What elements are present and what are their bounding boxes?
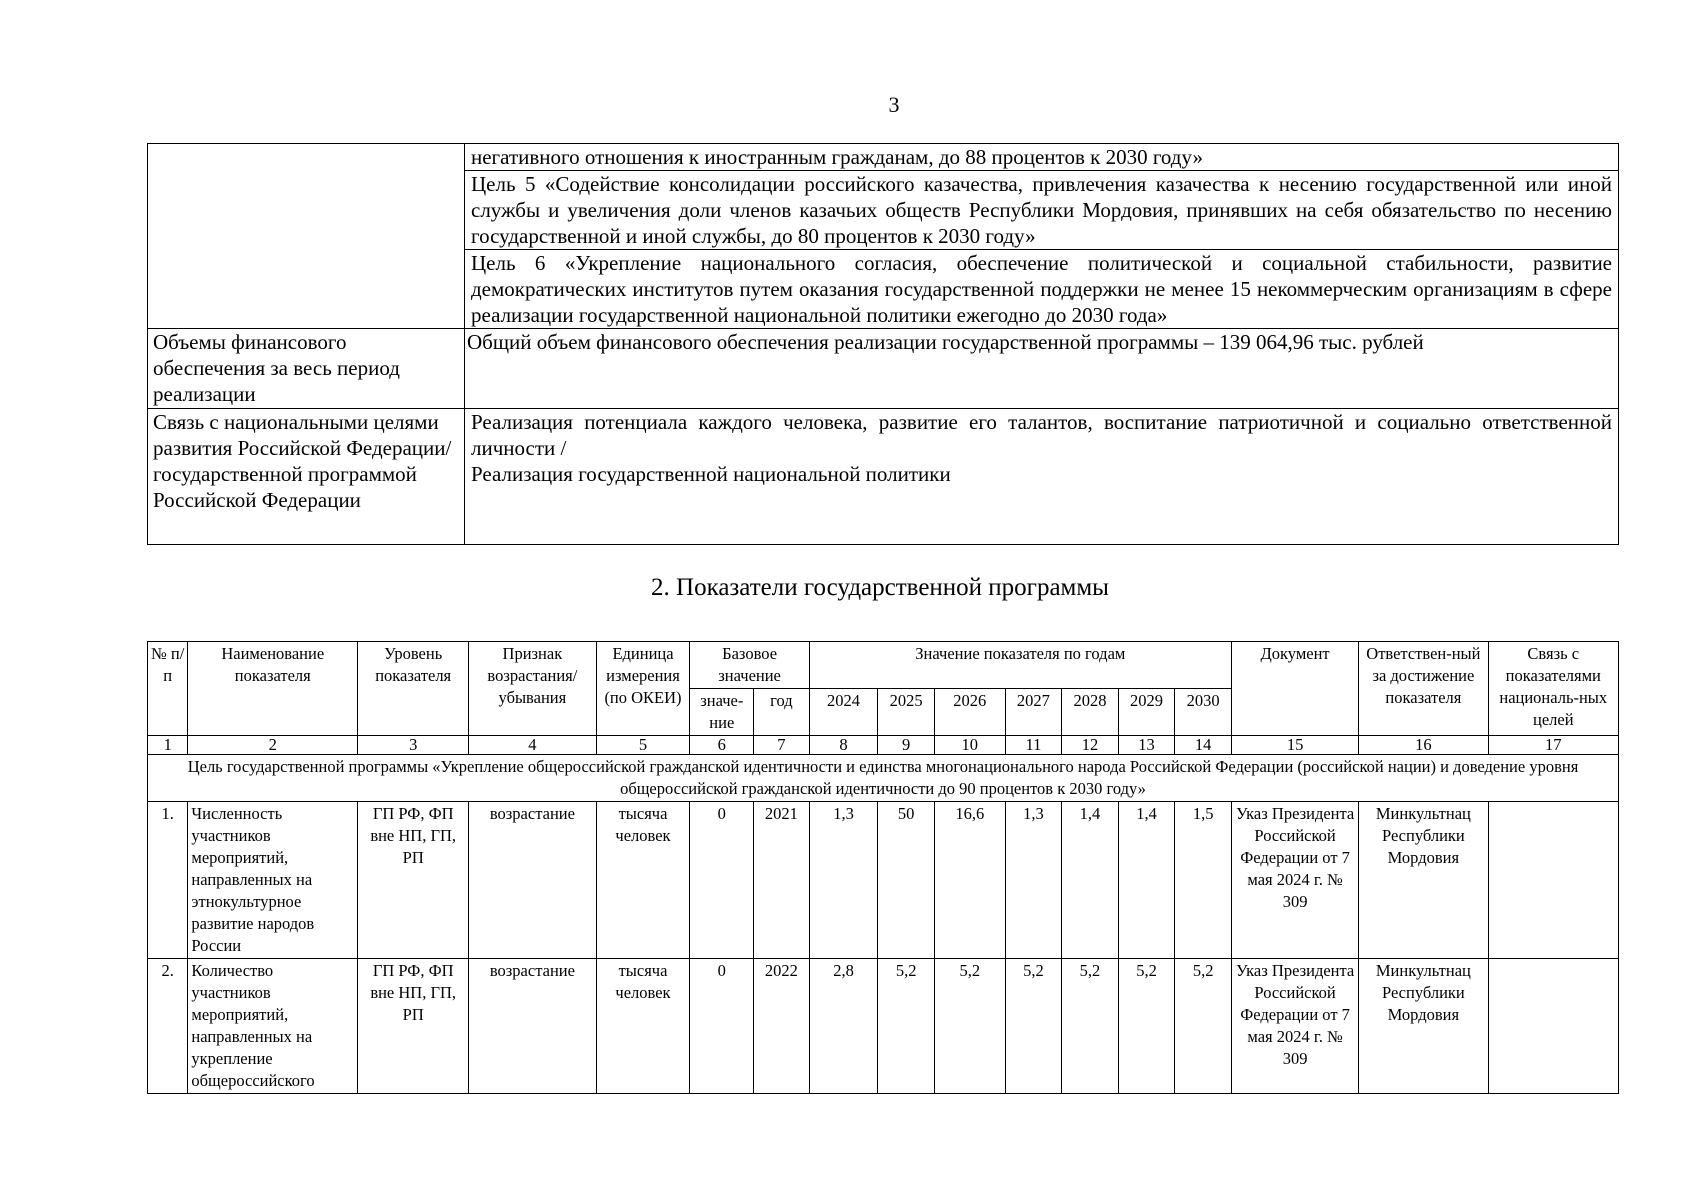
link-value-line-1: Реализация потенциала каждого человека, развитие его талантов, воспитание патриотичной и социально ответственной личности / bbox=[471, 410, 1612, 460]
row-name: Количество участников мероприятий, направленных на укрепление общероссийского bbox=[188, 959, 358, 1094]
row-value: 5,2 bbox=[934, 959, 1005, 1094]
column-number: 2 bbox=[188, 736, 358, 755]
row-level: ГП РФ, ФП вне НП, ГП, РП bbox=[358, 802, 469, 959]
column-number: 13 bbox=[1118, 736, 1175, 755]
header-base-value: значе-ние bbox=[690, 689, 754, 736]
header-year: 2029 bbox=[1118, 689, 1175, 736]
row-value: 1,4 bbox=[1062, 802, 1119, 959]
row-document: Указ Президента Российской Федерации от 7 мая 2024 г. № 309 bbox=[1231, 959, 1358, 1094]
page-number: 3 bbox=[888, 92, 900, 117]
indicators-table bbox=[147, 641, 1619, 1094]
header-year: 2025 bbox=[878, 689, 935, 736]
goal-tail-text: негативного отношения к иностранным гражданам, до 88 процентов к 2030 году» bbox=[465, 144, 1619, 171]
program-goal: Цель государственной программы «Укрепление общероссийской гражданской идентичности и единства многонационального народа Российской Федерации (российской нации) и доведение уровня общероссийской гражданской идентичности до 90 процентов к 2030 году» bbox=[148, 755, 1619, 802]
table-row bbox=[148, 802, 1619, 959]
row-base-value: 0 bbox=[690, 959, 754, 1094]
header-document: Документ bbox=[1231, 642, 1358, 736]
row-value: 50 bbox=[878, 802, 935, 959]
header-level: Уровень показателя bbox=[358, 642, 469, 736]
goal-5-text: Цель 5 «Содействие консолидации российского казачества, привлечения казачества к несению государственной или иной службы и увеличения доли членов казачьих обществ Республики Мордовия, принявших на себя обязательство по несению государственной и иной службы, до 80 процентов к 2030 году» bbox=[465, 171, 1619, 250]
column-number: 15 bbox=[1231, 736, 1358, 755]
header-year: 2028 bbox=[1062, 689, 1119, 736]
header-year: 2024 bbox=[809, 689, 878, 736]
header-year: 2027 bbox=[1005, 689, 1062, 736]
header-base-year: год bbox=[754, 689, 810, 736]
row-value: 5,2 bbox=[1118, 959, 1175, 1094]
row-num: 2. bbox=[148, 959, 188, 1094]
column-number: 3 bbox=[358, 736, 469, 755]
finance-value: Общий объем финансового обеспечения реализации государственной программы – 139 064,96 тыс. рублей bbox=[465, 329, 1619, 409]
row-value: 5,2 bbox=[1062, 959, 1119, 1094]
finance-label: Объемы финансового обеспечения за весь период реализации bbox=[148, 329, 465, 409]
row-value: 1,4 bbox=[1118, 802, 1175, 959]
link-label: Связь с национальными целями развития Российской Федерации/ государственной программой Российской Федерации bbox=[148, 409, 465, 545]
passport-empty-cell bbox=[148, 144, 465, 329]
header-name: Наименование показателя bbox=[188, 642, 358, 736]
row-base-year: 2022 bbox=[754, 959, 810, 1094]
row-base-value: 0 bbox=[690, 802, 754, 959]
column-number: 1 bbox=[148, 736, 188, 755]
table-row bbox=[148, 959, 1619, 1094]
column-number: 8 bbox=[809, 736, 878, 755]
header-values-by-year: Значение показателя по годам bbox=[809, 642, 1231, 689]
row-name: Численность участников мероприятий, направленных на этнокультурное развитие народов России bbox=[188, 802, 358, 959]
header-num: № п/п bbox=[148, 642, 188, 736]
header-row-1 bbox=[148, 642, 1619, 689]
row-value: 2,8 bbox=[809, 959, 878, 1094]
row-value: 5,2 bbox=[1175, 959, 1232, 1094]
row-value: 1,3 bbox=[1005, 802, 1062, 959]
row-link bbox=[1488, 802, 1618, 959]
row-base-year: 2021 bbox=[754, 802, 810, 959]
header-sign: Признак возрастания/ убывания bbox=[469, 642, 596, 736]
header-responsible: Ответствен-ный за достижение показателя bbox=[1359, 642, 1488, 736]
column-number: 9 bbox=[878, 736, 935, 755]
column-number: 11 bbox=[1005, 736, 1062, 755]
row-value: 16,6 bbox=[934, 802, 1005, 959]
header-year: 2026 bbox=[934, 689, 1005, 736]
column-number: 10 bbox=[934, 736, 1005, 755]
row-level: ГП РФ, ФП вне НП, ГП, РП bbox=[358, 959, 469, 1094]
column-number: 5 bbox=[596, 736, 690, 755]
column-number: 12 bbox=[1062, 736, 1119, 755]
row-unit: тысяча человек bbox=[596, 802, 690, 959]
section-title: 2. Показатели государственной программы bbox=[651, 574, 1109, 601]
row-num: 1. bbox=[148, 802, 188, 959]
row-value: 1,3 bbox=[809, 802, 878, 959]
row-responsible: Минкультнац Республики Мордовия bbox=[1359, 959, 1488, 1094]
row-unit: тысяча человек bbox=[596, 959, 690, 1094]
column-number: 16 bbox=[1359, 736, 1488, 755]
goal-6-text: Цель 6 «Укрепление национального согласия, обеспечение политической и социальной стабильности, развитие демократических институтов путем оказания государственной поддержки не менее 15 некоммерческим организациям в сфере реализации государственной национальной политики ежегодно до 2030 года» bbox=[465, 250, 1619, 329]
header-link: Связь с показателями националь-ных целей bbox=[1488, 642, 1618, 736]
link-value bbox=[465, 409, 1619, 545]
row-value: 5,2 bbox=[1005, 959, 1062, 1094]
column-number: 4 bbox=[469, 736, 596, 755]
row-value: 5,2 bbox=[878, 959, 935, 1094]
row-document: Указ Президента Российской Федерации от 7 мая 2024 г. № 309 bbox=[1231, 802, 1358, 959]
row-responsible: Минкультнац Республики Мордовия bbox=[1359, 802, 1488, 959]
header-unit: Единица измерения (по ОКЕИ) bbox=[596, 642, 690, 736]
link-value-line-2: Реализация государственной национальной политики bbox=[471, 462, 951, 486]
row-value: 1,5 bbox=[1175, 802, 1232, 959]
header-year: 2030 bbox=[1175, 689, 1232, 736]
goal-row bbox=[148, 755, 1619, 802]
row-sign: возрастание bbox=[469, 959, 596, 1094]
column-number: 6 bbox=[690, 736, 754, 755]
passport-table bbox=[147, 143, 1619, 545]
header-base: Базовое значение bbox=[690, 642, 809, 689]
column-number-row bbox=[148, 736, 1619, 755]
column-number: 14 bbox=[1175, 736, 1232, 755]
row-sign: возрастание bbox=[469, 802, 596, 959]
column-number: 17 bbox=[1488, 736, 1618, 755]
column-number: 7 bbox=[754, 736, 810, 755]
row-link bbox=[1488, 959, 1618, 1094]
